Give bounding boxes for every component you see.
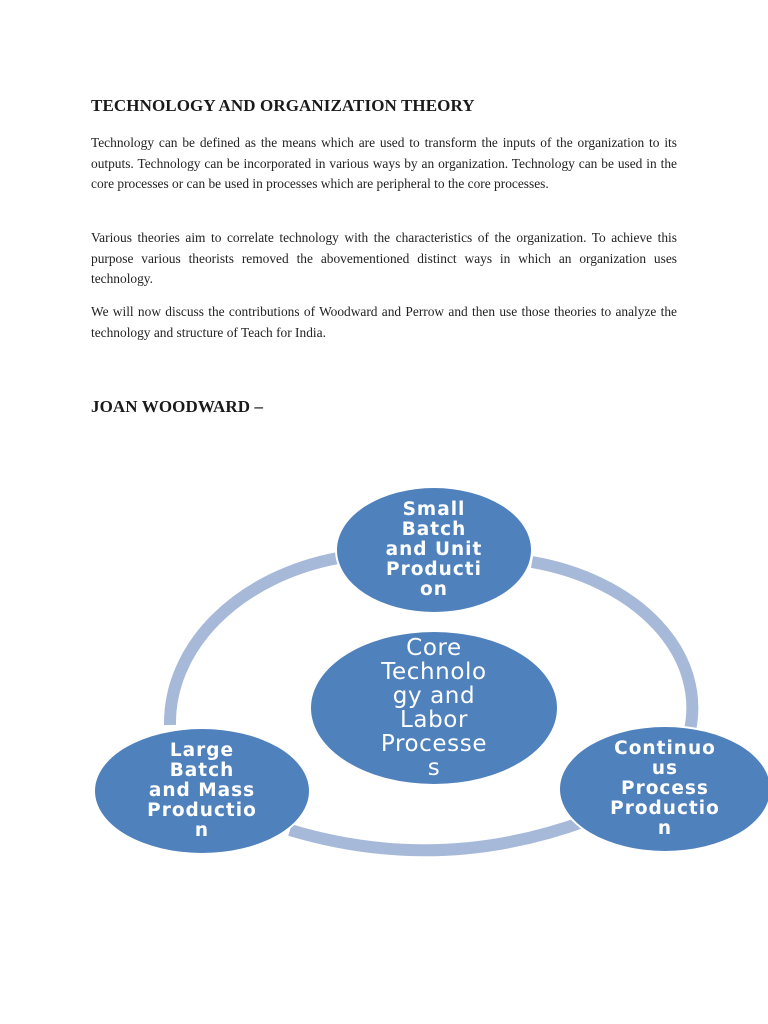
paragraph: Various theories aim to correlate technology with the characteristics of the organization. To achieve this purpose various theorists removed the abovementioned distinct ways in which an organization uses technology. — [91, 230, 677, 286]
node-large-batch: Large Batch and Mass Productio n — [93, 727, 311, 855]
paragraph: Technology can be defined as the means which are used to transform the inputs of the organization to its outputs. Technology can be incorporated in various ways by an organization. Technology can be used in the core processes or can be used in processes which are peripheral to the core processes. — [91, 135, 677, 191]
node-small-batch: Small Batch and Unit Producti on — [335, 486, 533, 614]
node-continuous-process: Continuo us Process Productio n — [558, 725, 768, 853]
page-title: TECHNOLOGY AND ORGANIZATION THEORY — [91, 96, 475, 115]
node-core-technology: Core Technolo gy and Labor Processe s — [309, 630, 559, 786]
paragraph: We will now discuss the contributions of Woodward and Perrow and then use those theories to analyze the technology and structure of Teach for India. — [91, 304, 677, 340]
ring-arc-right-left — [290, 820, 588, 850]
section-heading: JOAN WOODWARD – — [91, 397, 264, 416]
woodward-cycle-diagram — [0, 470, 768, 890]
